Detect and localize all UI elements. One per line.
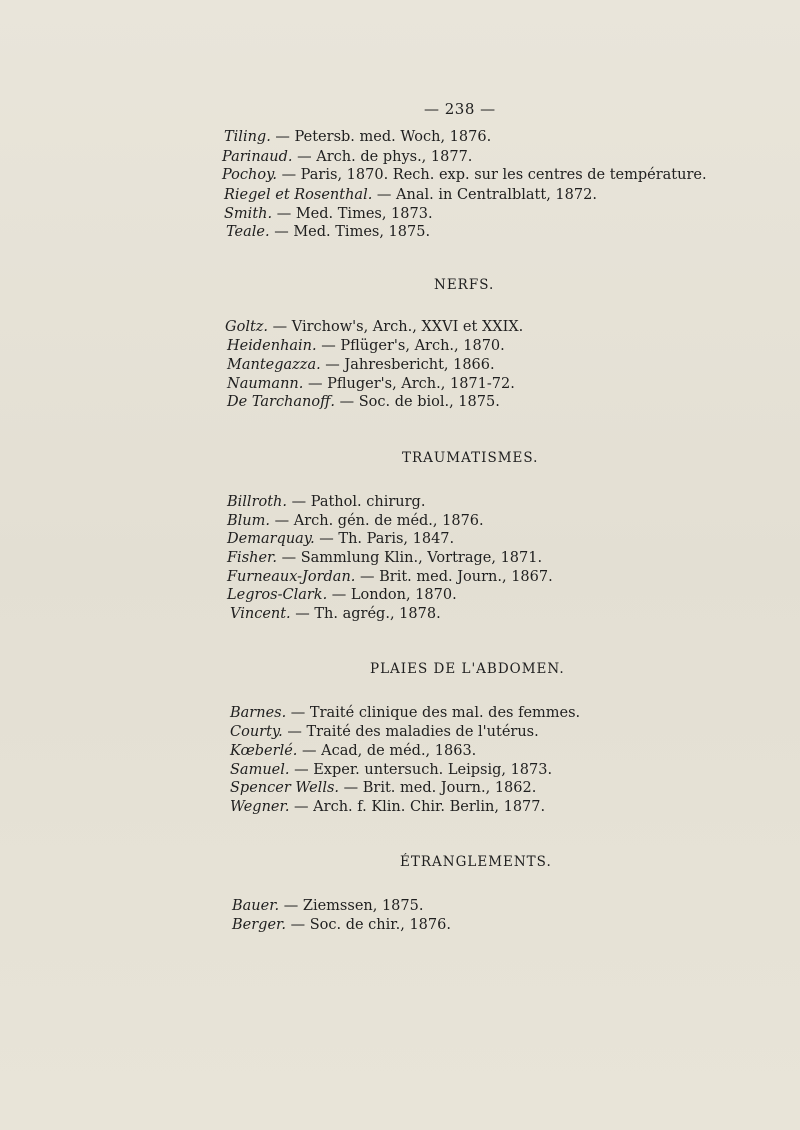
bibliography-entry [222, 166, 707, 184]
bibliography-entry [227, 586, 457, 604]
section-heading: NERFS. [434, 277, 495, 293]
entry-reference: — Petersb. med. Woch, 1876. [270, 129, 492, 145]
entry-author: Samuel. [230, 762, 290, 778]
bibliography-entry [227, 549, 542, 567]
entry-author: Heidenhain. [227, 338, 317, 354]
entry-author: Parinaud. [222, 149, 293, 165]
bibliography-entry [230, 742, 476, 760]
bibliography-entry [227, 530, 454, 548]
bibliography-entry [227, 493, 425, 511]
entry-reference: — Traité des maladies de l'utérus. [282, 724, 539, 740]
bibliography-entry [226, 223, 430, 241]
bibliography-entry [224, 205, 433, 223]
bibliography-entry [224, 186, 597, 204]
entry-author: Vincent. [230, 606, 291, 622]
bibliography-entry [227, 337, 505, 355]
entry-reference: — London, 1870. [327, 587, 457, 603]
entry-author: Wegner. [230, 799, 290, 815]
entry-reference: — Med. Times, 1875. [269, 224, 431, 240]
bibliography-entry [227, 393, 500, 411]
entry-author: Bauer. [232, 898, 280, 914]
bibliography-entry [232, 916, 451, 934]
entry-author: Berger. [232, 917, 286, 933]
entry-reference: — Virchow's, Arch., XXVI et XXIX. [268, 319, 524, 335]
bibliography-entry [227, 568, 553, 586]
section-heading: PLAIES DE L'ABDOMEN. [370, 661, 565, 677]
entry-reference: — Traité clinique des mal. des femmes. [286, 705, 581, 721]
bibliography-entry [230, 704, 580, 722]
entry-author: Pochoy. [222, 167, 277, 183]
bibliography-entry [230, 779, 536, 797]
entry-author: Riegel et Rosenthal. [224, 187, 373, 203]
entry-reference: — Med. Times, 1873. [272, 206, 433, 222]
bibliography-entry [230, 761, 552, 779]
entry-author: Spencer Wells. [230, 780, 340, 796]
entry-author: Fisher. [227, 550, 278, 566]
entry-reference: — Brit. med. Journ., 1867. [355, 569, 553, 585]
bibliography-entry [225, 318, 523, 336]
entry-author: De Tarchanoff. [227, 394, 335, 410]
entry-reference: — Soc. de chir., 1876. [285, 917, 451, 933]
entry-reference: — Soc. de biol., 1875. [335, 394, 500, 410]
bibliography-entry [230, 605, 441, 623]
entry-reference: — Arch. f. Klin. Chir. Berlin, 1877. [289, 799, 546, 815]
bibliography-entry [230, 723, 539, 741]
entry-reference: — Th. Paris, 1847. [314, 531, 455, 547]
entry-reference: — Sammlung Klin., Vortrage, 1871. [277, 550, 543, 566]
entry-author: Blum. [227, 513, 270, 529]
entry-reference: — Exper. untersuch. Leipsig, 1873. [289, 762, 553, 778]
bibliography-entry [227, 356, 495, 374]
entry-reference: — Jahresbericht, 1866. [320, 357, 495, 373]
entry-reference: — Ziemssen, 1875. [279, 898, 424, 914]
section-heading: ÉTRANGLEMENTS. [400, 854, 552, 870]
entry-author: Billroth. [227, 494, 288, 510]
entry-author: Tiling. [224, 129, 271, 145]
entry-reference: — Th. agrég., 1878. [290, 606, 441, 622]
bibliography-entry [224, 128, 491, 146]
page-number: — 238 — [424, 100, 496, 118]
entry-author: Naumann. [227, 376, 304, 392]
entry-author: Smith. [224, 206, 273, 222]
entry-author: Courty. [230, 724, 283, 740]
bibliography-entry [230, 798, 545, 816]
entry-reference: — Arch. gén. de méd., 1876. [270, 513, 484, 529]
section-heading: TRAUMATISMES. [402, 450, 539, 466]
entry-author: Kœberlé. [230, 743, 298, 759]
entry-reference: — Pathol. chirurg. [287, 494, 426, 510]
entry-reference: — Anal. in Centralblatt, 1872. [372, 187, 597, 203]
entry-reference: — Paris, 1870. Rech. exp. sur les centres de température. [276, 167, 707, 183]
bibliography-entry [222, 148, 472, 166]
entry-reference: — Pflüger's, Arch., 1870. [316, 338, 505, 354]
bibliography-entry [232, 897, 423, 915]
entry-reference: — Arch. de phys., 1877. [292, 149, 473, 165]
bibliography-entry [227, 512, 484, 530]
entry-author: Goltz. [225, 319, 269, 335]
entry-reference: — Brit. med. Journ., 1862. [339, 780, 537, 796]
bibliography-entry [227, 375, 515, 393]
entry-author: Demarquay. [227, 531, 315, 547]
entry-author: Barnes. [230, 705, 287, 721]
entry-reference: — Pfluger's, Arch., 1871-72. [303, 376, 515, 392]
entry-author: Teale. [226, 224, 270, 240]
entry-author: Legros-Clark. [227, 587, 328, 603]
entry-reference: — Acad, de méd., 1863. [297, 743, 477, 759]
entry-author: Mantegazza. [227, 357, 321, 373]
entry-author: Furneaux-Jordan. [227, 569, 356, 585]
